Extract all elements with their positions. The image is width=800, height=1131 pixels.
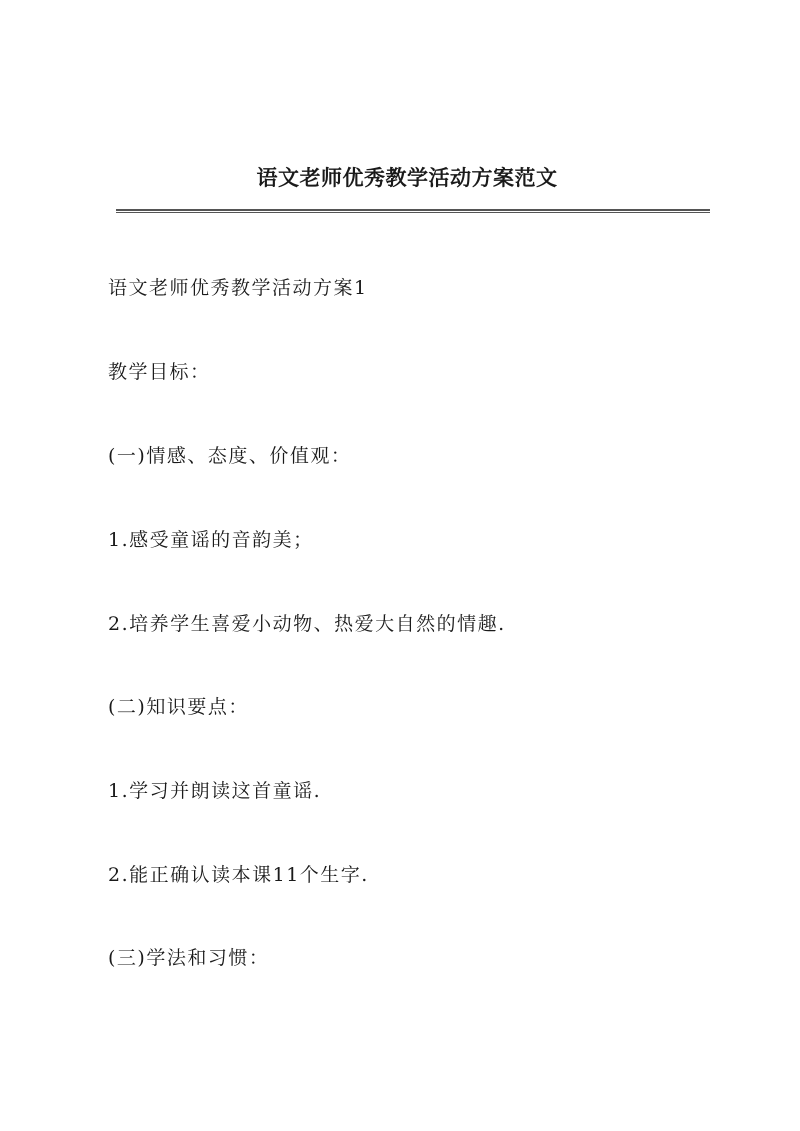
paragraph: (三)学法和习惯： — [108, 947, 270, 969]
title-divider — [116, 209, 710, 213]
paragraph: 教学目标： — [108, 361, 211, 383]
paragraph: 1.感受童谣的音韵美； — [108, 529, 314, 551]
paragraph: 2.能正确认读本课11个生字. — [108, 864, 369, 886]
paragraph: 1.学习并朗读这首童谣. — [108, 780, 322, 802]
paragraph: (一)情感、态度、价值观： — [108, 445, 352, 467]
document-title: 语文老师优秀教学活动方案范文 — [256, 165, 558, 190]
section-heading: 语文老师优秀教学活动方案1 — [108, 277, 368, 299]
paragraph: 2.培养学生喜爱小动物、热爱大自然的情趣. — [108, 613, 506, 635]
paragraph: (二)知识要点： — [108, 696, 249, 718]
